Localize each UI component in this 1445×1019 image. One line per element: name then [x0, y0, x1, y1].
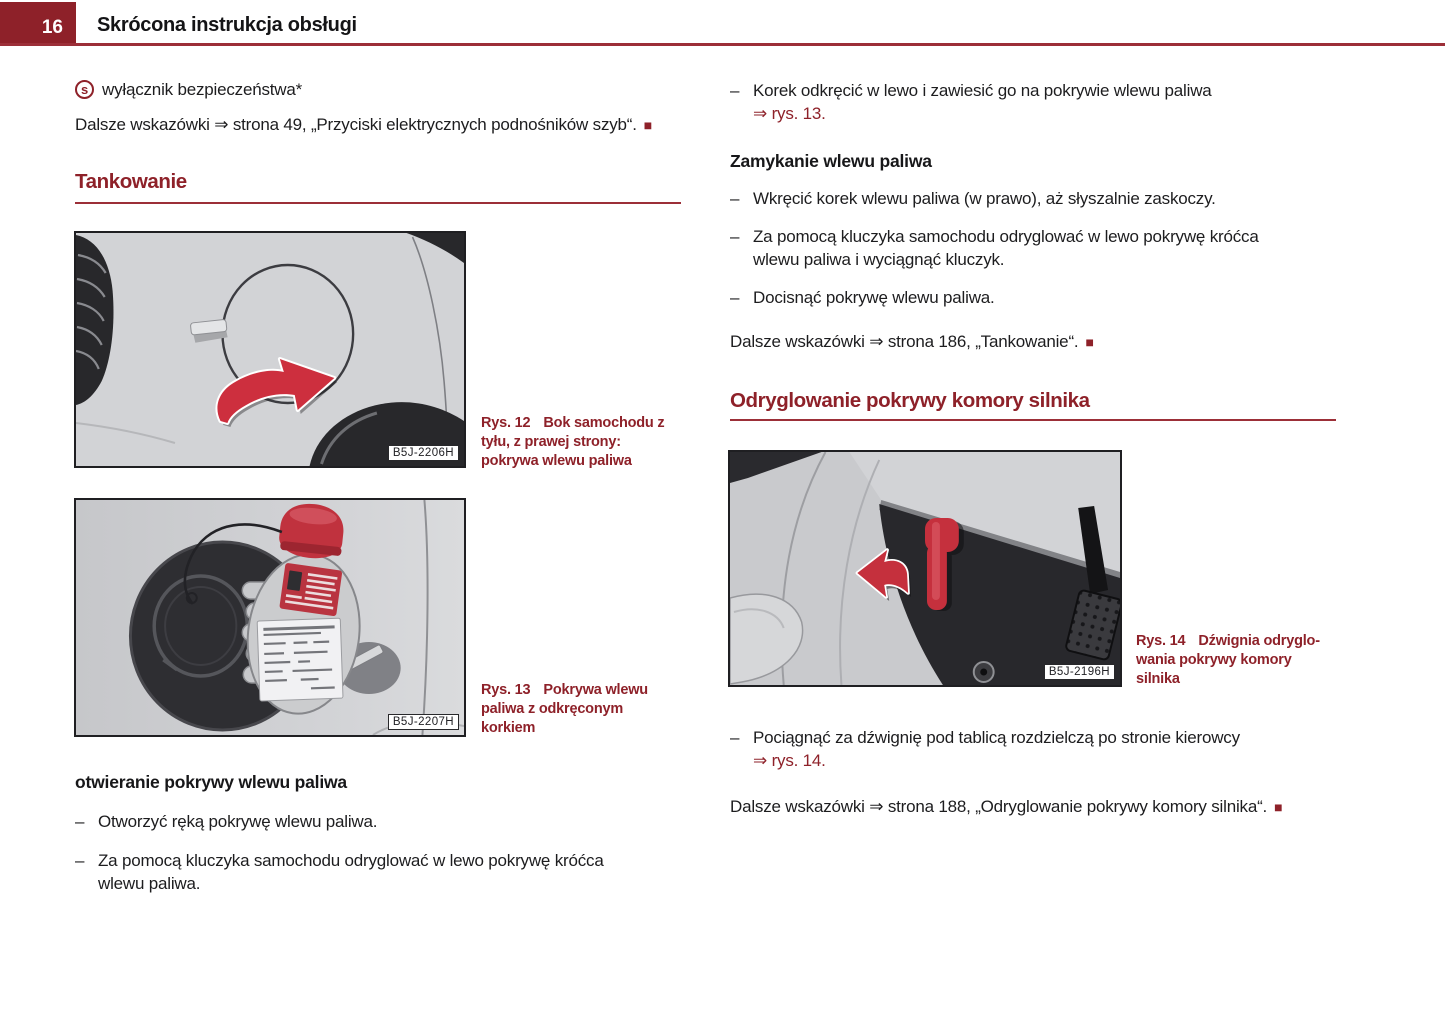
caption-text: Pokrywa wlewu [543, 682, 648, 698]
list-item [730, 187, 1343, 210]
section-end-marker: ■ [643, 117, 653, 133]
caption-label: Rys. 12 [481, 415, 531, 431]
figure-rys-13 [74, 498, 466, 737]
figure-code-label: B5J-2207H [388, 714, 459, 730]
list-item-text: Docisnąć pokrywę wlewu paliwa. [753, 288, 995, 307]
subheading-zamykanie: Zamykanie wlewu paliwa [730, 151, 932, 171]
section-heading-tankowanie: Tankowanie [75, 170, 187, 193]
cross-reference-note [75, 113, 652, 137]
caption-text: Bok samochodu z [543, 415, 665, 431]
caption-label: Rys. 14 [1136, 633, 1186, 649]
header-rule [0, 43, 1445, 46]
list-item-text: Za pomocą kluczyka samochodu odryglować w lewo pokrywę króćca [98, 851, 604, 870]
list-item [730, 79, 1343, 125]
tire-pressure-sticker [257, 618, 343, 701]
page-number: 16 [41, 17, 63, 38]
list-item-text: Pociągnąć za dźwignię pod tablicą rozdzielczą po stronie kierowcy [753, 728, 1240, 747]
section-end-marker: ■ [1274, 799, 1283, 815]
section-heading-odryglowanie: Odryglowanie pokrywy komory silnika [730, 389, 1090, 412]
caption-label: Rys. 13 [481, 682, 531, 698]
bonnet-release-lever-illustration [730, 452, 1120, 685]
list-dash: – [75, 851, 85, 870]
list-item-text: Za pomocą kluczyka samochodu odryglować w lewo pokrywę króćca [753, 227, 1259, 246]
caption-text: tyłu, z prawej strony: [481, 434, 621, 450]
list-dash: – [730, 728, 740, 747]
fuel-flap-exterior-illustration [76, 233, 464, 466]
circled-s-icon: s [75, 80, 94, 99]
list-dash: – [730, 189, 740, 208]
figure-caption-rys-13 [481, 681, 686, 738]
figure-code-label: B5J-2196H [1044, 664, 1115, 680]
list-item-text: wlewu paliwa. [98, 874, 201, 893]
list-dash: – [75, 812, 85, 831]
cross-reference-note [730, 795, 1282, 819]
list-item-text: Wkręcić korek wlewu paliwa (w prawo), aż słyszalnie zaskoczy. [753, 189, 1216, 208]
note-text: Dalsze wskazówki ⇒ strona 188, „Odryglowanie pokrywy komory silnika“. [730, 797, 1268, 816]
list-dash: – [730, 81, 740, 100]
section-heading-rule [730, 419, 1336, 421]
figure-code-label: B5J-2206H [388, 445, 459, 461]
cross-reference-note [730, 330, 1094, 354]
list-item-text: Otworzyć ręką pokrywę wlewu paliwa. [98, 812, 378, 831]
list-item [75, 849, 698, 895]
section-end-marker: ■ [1085, 334, 1094, 350]
caption-text: wania pokrywy komory [1136, 652, 1292, 668]
figure-reference: ⇒ rys. 13. [753, 104, 826, 123]
section-heading-rule [75, 202, 681, 204]
legend-label: wyłącznik bezpieczeństwa* [102, 80, 303, 99]
figure-caption-rys-14 [1136, 632, 1346, 689]
list-item [730, 726, 1343, 772]
caption-text: korkiem [481, 720, 536, 736]
list-item [730, 286, 1343, 309]
figure-caption-rys-12 [481, 414, 686, 471]
page-title: Skrócona instrukcja obsługi [97, 14, 357, 36]
list-dash: – [730, 288, 740, 307]
figure-reference: ⇒ rys. 14. [753, 751, 826, 770]
note-text: Dalsze wskazówki ⇒ strona 186, „Tankowanie“. [730, 332, 1079, 351]
caption-text: paliwa z odkręconym [481, 701, 624, 717]
figure-rys-12 [74, 231, 466, 468]
caption-text: Dźwignia odryglo- [1198, 633, 1320, 649]
list-item [730, 225, 1343, 271]
caption-text: silnika [1136, 671, 1180, 687]
note-text: Dalsze wskazówki ⇒ strona 49, „Przyciski elektrycznych podnośników szyb“. [75, 115, 637, 134]
list-item-text: Korek odkręcić w lewo i zawiesić go na pokrywie wlewu paliwa [753, 81, 1212, 100]
caption-text: pokrywa wlewu paliwa [481, 453, 632, 469]
legend-item [75, 78, 302, 101]
list-dash: – [730, 227, 740, 246]
subheading-otwieranie: otwieranie pokrywy wlewu paliwa [75, 772, 347, 792]
list-item-text: wlewu paliwa i wyciągnąć kluczyk. [753, 250, 1005, 269]
list-item [75, 810, 698, 833]
fuel-filler-open-illustration [76, 500, 464, 735]
page-number-box [0, 2, 76, 43]
figure-rys-14 [728, 450, 1122, 687]
